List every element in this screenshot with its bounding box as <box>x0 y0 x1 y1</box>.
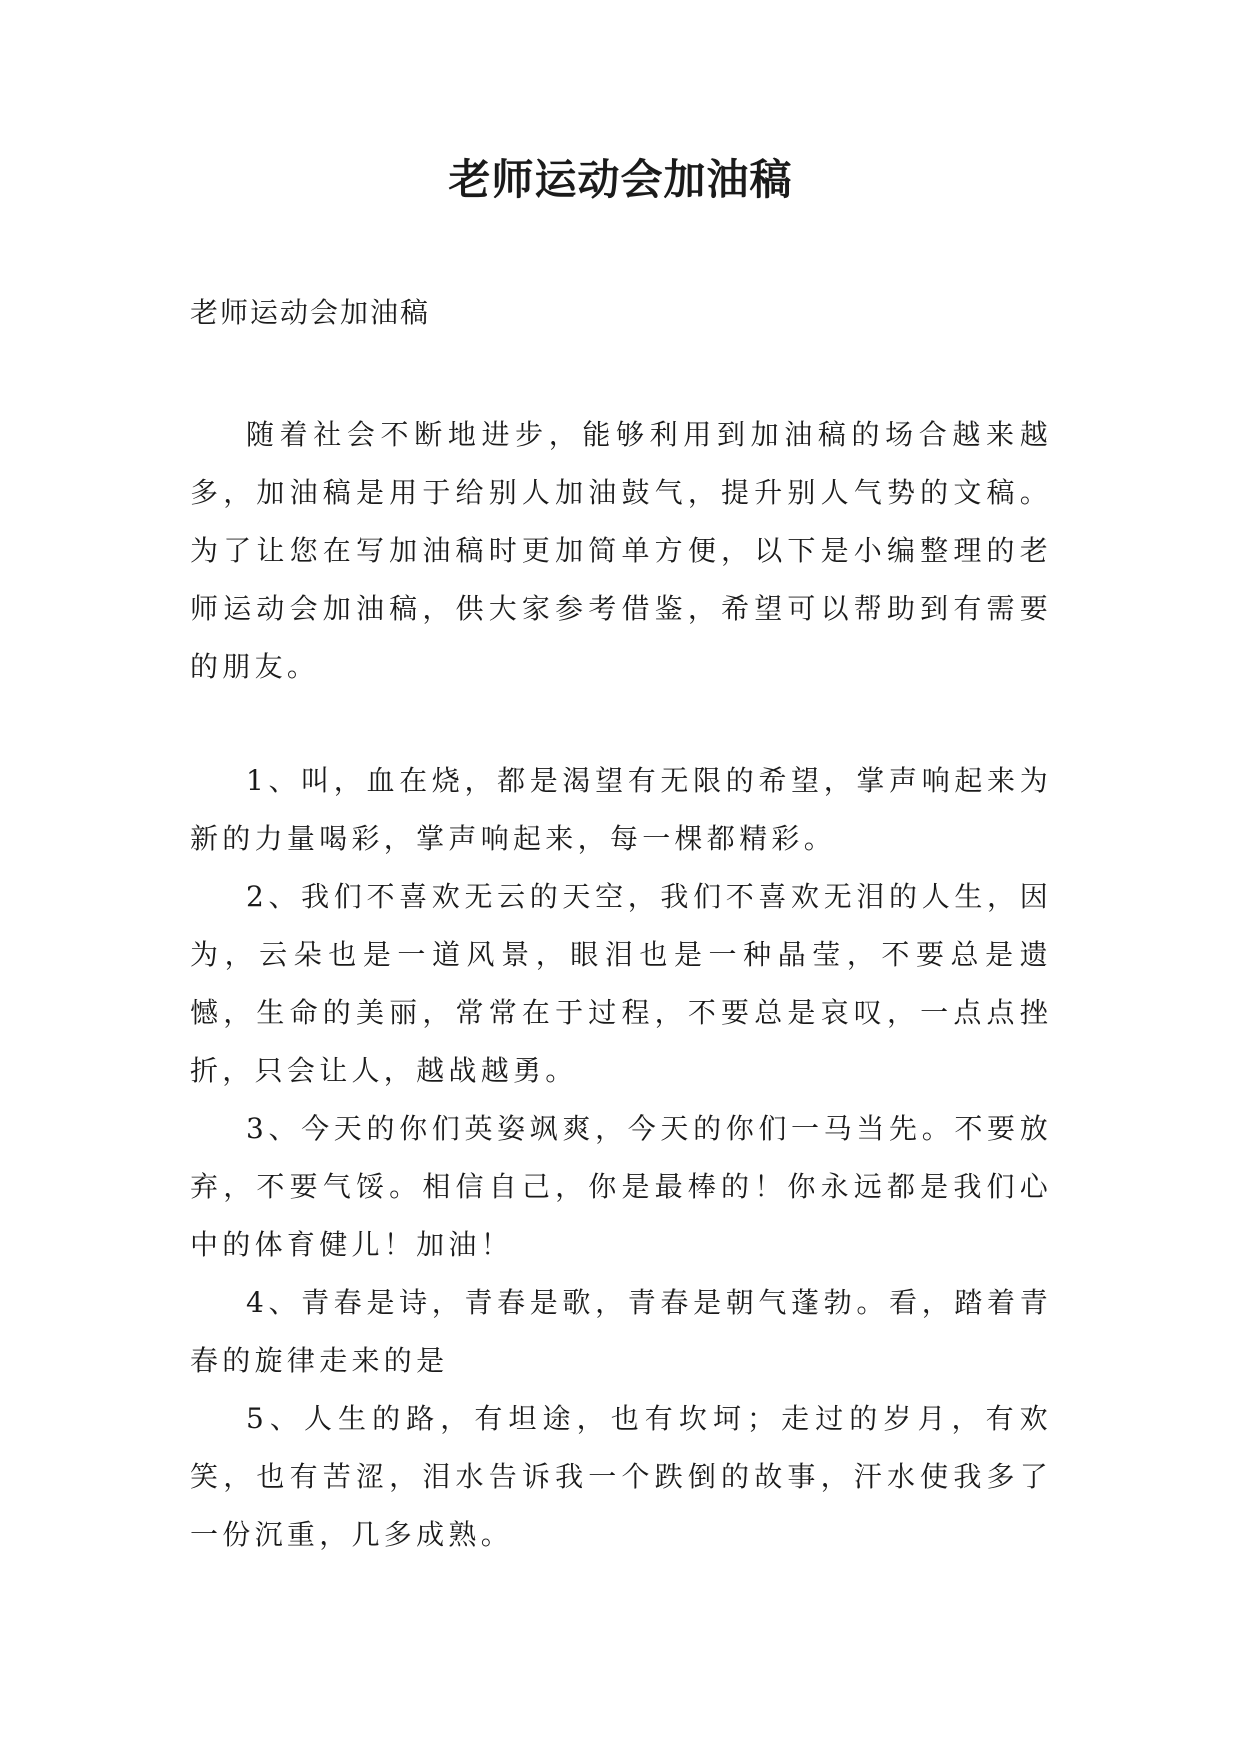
document-title: 老师运动会加油稿 <box>448 155 793 204</box>
intro-paragraph: 随着社会不断地进步，能够利用到加油稿的场合越来越多，加油稿是用于给别人加油鼓气，提升别人气势的文稿。为了让您在写加油稿时更加简单方便，以下是小编整理的老师运动会加油稿，供大家参考借鉴，希望可以帮助到有需要的朋友。 <box>190 418 1052 683</box>
cheer-item-4: 4、青春是诗，青春是歌，青春是朝气蓬勃。看，踏着青春的旋律走来的是 <box>190 1286 1052 1377</box>
cheer-item-2: 2、我们不喜欢无云的天空，我们不喜欢无泪的人生，因为，云朵也是一道风景，眼泪也是一种晶莹，不要总是遗憾，生命的美丽，常常在于过程，不要总是哀叹，一点点挫折，只会让人，越战越勇。 <box>190 880 1052 1087</box>
cheer-item-1: 1、叫，血在烧，都是渴望有无限的希望，掌声响起来为新的力量喝彩，掌声响起来，每一棵都精彩。 <box>190 764 1052 855</box>
cheer-item-5: 5、人生的路，有坦途，也有坎坷；走过的岁月，有欢笑，也有苦涩，泪水告诉我一个跌倒的故事，汗水使我多了一份沉重，几多成熟。 <box>190 1402 1052 1551</box>
intro-section <box>190 406 1052 696</box>
cheer-list <box>190 752 1052 1564</box>
cheer-item-3: 3、今天的你们英姿飒爽，今天的你们一马当先。不要放弃，不要气馁。相信自己，你是最棒的！你永远都是我们心中的体育健儿！加油！ <box>190 1112 1052 1261</box>
document-subtitle: 老师运动会加油稿 <box>190 296 431 329</box>
